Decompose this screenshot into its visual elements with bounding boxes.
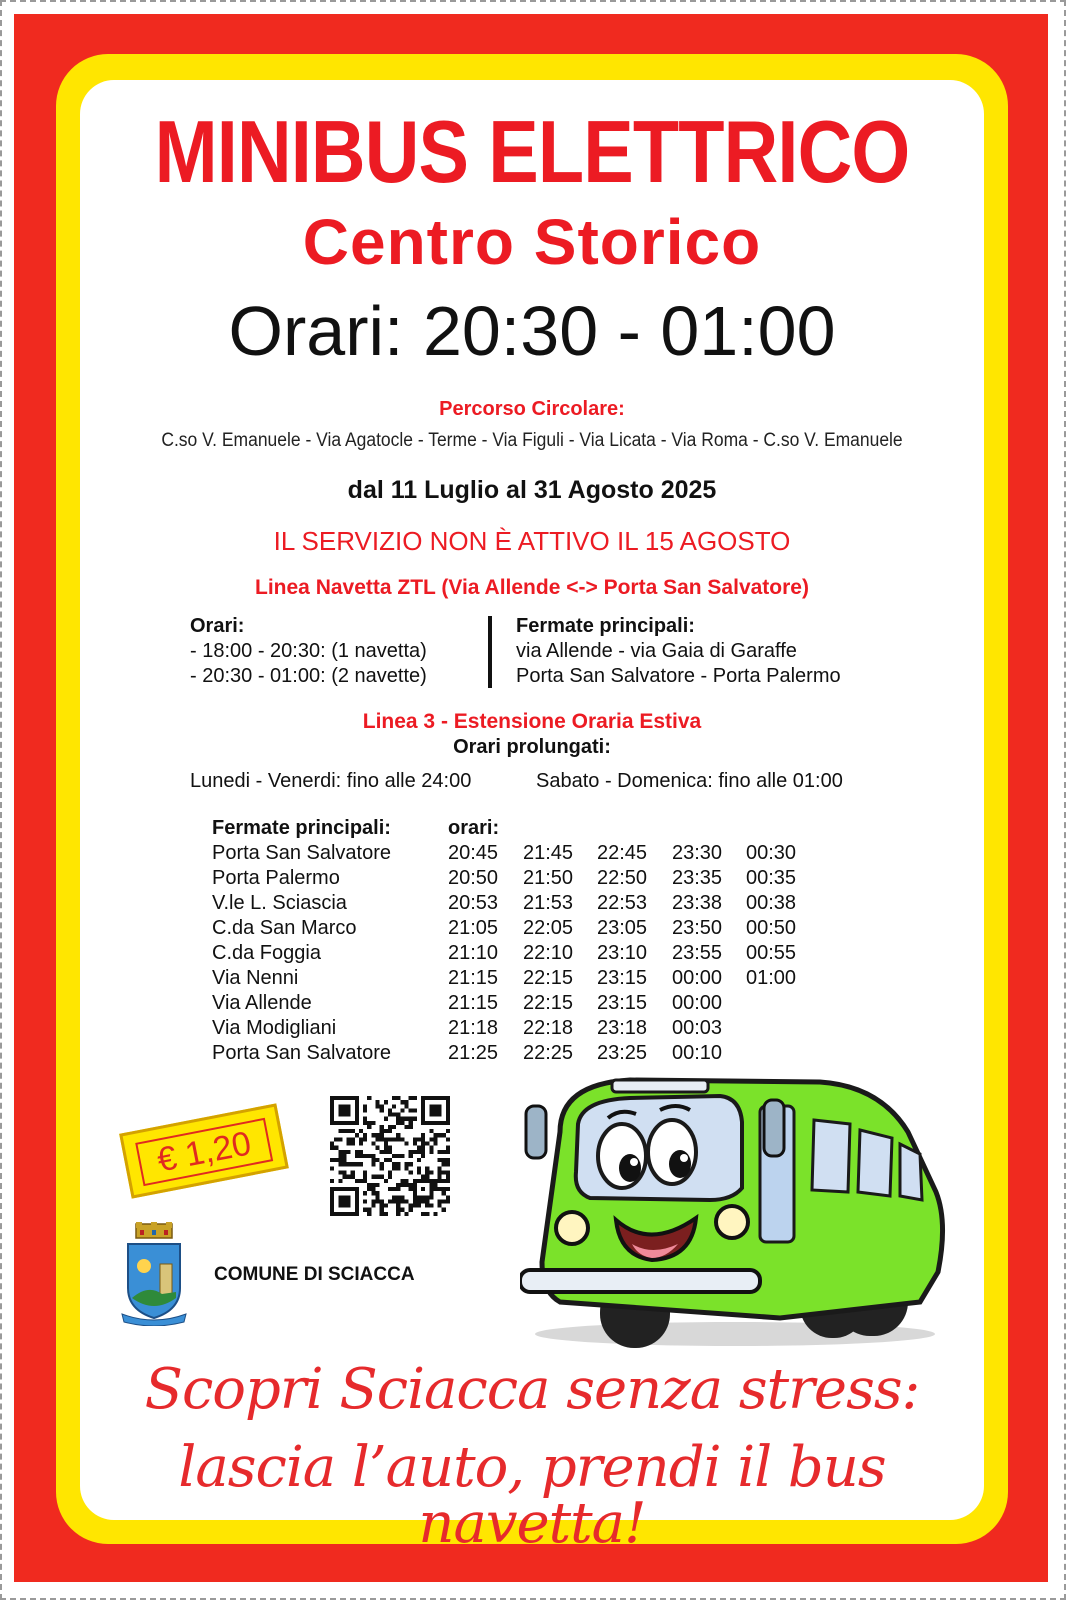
departure-time: 21:45 — [523, 842, 574, 864]
poster-subtitle: Centro Storico — [302, 206, 762, 278]
departure-time: 22:10 — [523, 942, 574, 964]
shuttle-hours-label: Orari: — [190, 615, 245, 637]
departure-time: 23:38 — [672, 892, 723, 914]
schedule-row — [212, 891, 821, 916]
departure-time: 23:15 — [597, 967, 648, 989]
weekday-hours: Lunedi - Venerdi: fino alle 24:00 — [190, 770, 472, 792]
departure-time: 21:25 — [448, 1042, 499, 1064]
departure-time: 21:53 — [523, 892, 574, 914]
schedule-row — [212, 941, 821, 966]
bus-mascot-icon — [520, 1072, 950, 1352]
schedule-header — [212, 816, 821, 841]
shuttle-stops — [516, 614, 841, 689]
departure-time: 21:50 — [523, 867, 574, 889]
comune-label: COMUNE DI SCIACCA — [214, 1264, 415, 1285]
departure-time: 21:15 — [448, 967, 499, 989]
stop-name: V.le L. Sciascia — [212, 892, 347, 914]
prolonged-label: Orari prolungati: — [453, 736, 611, 758]
departure-time: 22:18 — [523, 1017, 574, 1039]
departure-time: 22:45 — [597, 842, 648, 864]
service-hours: Orari: 20:30 - 01:00 — [228, 292, 836, 370]
departure-time — [746, 1041, 821, 1066]
departure-time: 23:15 — [597, 992, 648, 1014]
departure-time: 00:30 — [746, 842, 797, 864]
shuttle-stops-item: Porta San Salvatore - Porta Palermo — [516, 665, 841, 687]
coat-of-arms-icon — [118, 1222, 190, 1326]
service-notice: IL SERVIZIO NON È ATTIVO IL 15 AGOSTO — [273, 526, 791, 556]
qr-code-icon[interactable] — [330, 1096, 450, 1216]
departure-time: 22:05 — [523, 917, 574, 939]
ticket-price: € 1,20 — [135, 1118, 273, 1186]
departure-time: 21:10 — [448, 942, 499, 964]
stop-name: C.da San Marco — [212, 917, 357, 939]
departure-time — [746, 991, 821, 1016]
departure-time: 00:03 — [672, 1017, 723, 1039]
departure-time: 20:53 — [448, 892, 499, 914]
departure-time: 21:18 — [448, 1017, 499, 1039]
weekend-hours: Sabato - Domenica: fino alle 01:00 — [536, 770, 843, 792]
schedule-row — [212, 1016, 821, 1041]
departure-time — [746, 1016, 821, 1041]
departure-time: 00:35 — [746, 867, 797, 889]
departure-time: 00:00 — [672, 992, 723, 1014]
stops-header: Fermate principali: — [212, 817, 391, 839]
departure-time: 22:15 — [523, 992, 574, 1014]
schedule-row — [212, 866, 821, 891]
shuttle-stops-item: via Allende - via Gaia di Garaffe — [516, 640, 797, 662]
departure-time: 22:15 — [523, 967, 574, 989]
departure-time: 23:30 — [672, 842, 723, 864]
departure-time: 22:53 — [597, 892, 648, 914]
stop-name: C.da Foggia — [212, 942, 321, 964]
service-dates: dal 11 Luglio al 31 Agosto 2025 — [347, 476, 717, 504]
departure-time: 23:10 — [597, 942, 648, 964]
shuttle-hours-item: - 20:30 - 01:00: (2 navette) — [190, 665, 427, 687]
route-label: Percorso Circolare: — [439, 398, 625, 420]
departure-time: 00:38 — [746, 892, 797, 914]
times-header: orari: — [448, 817, 500, 839]
schedule-row — [212, 1041, 821, 1066]
line3-title: Linea 3 - Estensione Oraria Estiva — [362, 710, 702, 733]
departure-time: 20:45 — [448, 842, 499, 864]
departure-time: 00:50 — [746, 917, 797, 939]
departure-time: 23:05 — [597, 917, 648, 939]
departure-time: 22:25 — [523, 1042, 574, 1064]
stop-name: Via Allende — [212, 992, 312, 1014]
departure-time: 00:10 — [672, 1042, 723, 1064]
schedule-row — [212, 991, 821, 1016]
shuttle-hours — [190, 614, 427, 689]
stop-name: Via Nenni — [212, 967, 299, 989]
shuttle-stops-label: Fermate principali: — [516, 615, 695, 637]
stop-name: Via Modigliani — [212, 1017, 337, 1039]
slogan-line-2: lascia l’auto, prendi il bus navetta! — [178, 1435, 886, 1556]
shuttle-line-title: Linea Navetta ZTL (Via Allende <-> Porta San Salvatore) — [255, 576, 809, 599]
schedule-table — [212, 816, 821, 1066]
departure-time: 23:35 — [672, 867, 723, 889]
departure-time: 00:55 — [746, 942, 797, 964]
departure-time: 21:15 — [448, 992, 499, 1014]
stop-name: Porta San Salvatore — [212, 1042, 391, 1064]
slogan-line-1: Scopri Sciacca senza stress: — [144, 1357, 920, 1422]
stop-name: Porta San Salvatore — [212, 842, 391, 864]
column-divider — [488, 616, 492, 688]
departure-time: 20:50 — [448, 867, 499, 889]
departure-time: 23:18 — [597, 1017, 648, 1039]
schedule-row — [212, 966, 821, 991]
schedule-row — [212, 916, 821, 941]
departure-time: 23:55 — [672, 942, 723, 964]
departure-time: 23:50 — [672, 917, 723, 939]
schedule-row — [212, 841, 821, 866]
stop-name: Porta Palermo — [212, 867, 340, 889]
poster-title: MINIBUS ELETTRICO — [154, 102, 910, 201]
departure-time: 01:00 — [746, 967, 797, 989]
departure-time: 23:25 — [597, 1042, 648, 1064]
route-text: C.so V. Emanuele - Via Agatocle - Terme - Via Figuli - Via Licata - Via Roma - C.so V. Emanuele — [161, 430, 903, 451]
departure-time: 22:50 — [597, 867, 648, 889]
departure-time: 21:05 — [448, 917, 499, 939]
departure-time: 00:00 — [672, 967, 723, 989]
shuttle-hours-item: - 18:00 - 20:30: (1 navetta) — [190, 640, 427, 662]
